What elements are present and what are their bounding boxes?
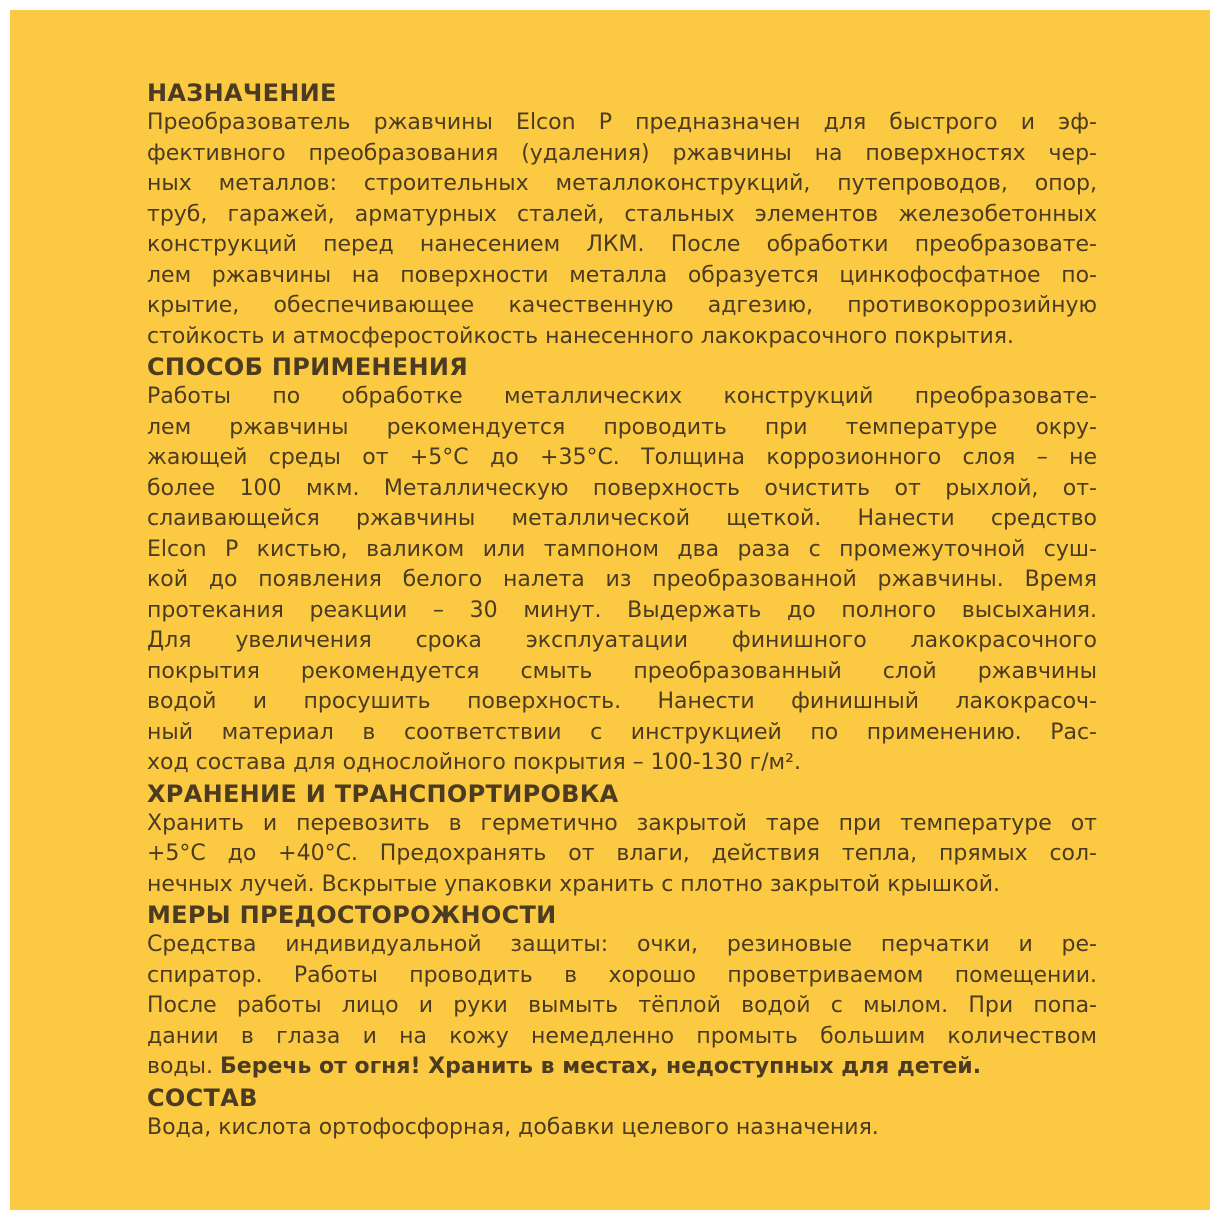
precautions-line: дании в глаза и на кожу немедленно промыть большим количеством bbox=[147, 1023, 1097, 1049]
application-line: Работы по обработке металлических конструкций преобразовате- bbox=[147, 384, 1097, 409]
application-line: жающей среды от +5°C до +35°C. Толщина коррозионного слоя – не bbox=[147, 445, 1097, 470]
precautions-line: После работы лицо и руки вымыть тёплой водой с мылом. При попа- bbox=[147, 993, 1097, 1018]
application-line: кой до появления белого налета из преобразованной ржавчины. Время bbox=[147, 567, 1097, 592]
application-line: ход состава для однослойного покрытия – 100-130 г/м². bbox=[147, 750, 801, 775]
application-line: протекания реакции – 30 минут. Выдержать до полного высыхания. bbox=[147, 597, 1097, 623]
application-line: ный материал в соответствии с инструкцией по применению. Рас- bbox=[147, 719, 1097, 745]
precautions-line bbox=[147, 1052, 1097, 1083]
purpose-line: лем ржавчины на поверхности металла образуется цинкофосфатное по- bbox=[147, 262, 1097, 288]
heading-purpose: НАЗНАЧЕНИЕ bbox=[147, 79, 337, 107]
purpose-line: ных металлов: строительных металлоконструкций, путепроводов, опор, bbox=[147, 171, 1097, 196]
composition-line: Вода, кислота ортофосфорная, добавки целевого назначения. bbox=[147, 1114, 879, 1140]
storage-line: нечных лучей. Вскрытые упаковки хранить с плотно закрытой крышкой. bbox=[147, 871, 1001, 897]
application-line: слаивающейся ржавчины металлической щеткой. Нанести средство bbox=[147, 506, 1097, 531]
application-line: Elcon P кистью, валиком или тампоном два раза с промежуточной суш- bbox=[147, 536, 1097, 562]
purpose-line: Преобразователь ржавчины Elcon P предназначен для быстрого и эф- bbox=[147, 110, 1097, 135]
application-line: водой и просушить поверхность. Нанести финишный лакокрасоч- bbox=[147, 689, 1097, 714]
application-line: лем ржавчины рекомендуется проводить при температуре окру- bbox=[147, 414, 1097, 440]
label-text-block bbox=[147, 78, 1097, 1143]
purpose-line: крытие, обеспечивающее качественную адгезию, противокоррозийную bbox=[147, 293, 1097, 318]
precautions-line: Средства индивидуальной защиты: очки, резиновые перчатки и ре- bbox=[147, 932, 1097, 957]
application-line: Для увеличения срока эксплуатации финишного лакокрасочного bbox=[147, 628, 1097, 653]
storage-line: +5°C до +40°C. Предохранять от влаги, действия тепла, прямых сол- bbox=[147, 841, 1097, 866]
storage-line: Хранить и перевозить в герметично закрытой таре при температуре от bbox=[147, 810, 1097, 836]
heading-application: СПОСОБ ПРИМЕНЕНИЯ bbox=[147, 353, 469, 381]
heading-composition: СОСТАВ bbox=[147, 1083, 258, 1112]
precautions-line: спиратор. Работы проводить в хорошо проветриваемом помещении. bbox=[147, 962, 1097, 988]
precautions-text: воды. bbox=[147, 1054, 220, 1079]
purpose-line: конструкций перед нанесением ЛКМ. После обработки преобразовате- bbox=[147, 232, 1097, 257]
application-line: покрытия рекомендуется смыть преобразованный слой ржавчины bbox=[147, 658, 1097, 684]
purpose-line: труб, гаражей, арматурных сталей, стальных элементов железобетонных bbox=[147, 201, 1097, 227]
application-line: более 100 мкм. Металлическую поверхность очистить от рыхлой, от- bbox=[147, 475, 1097, 501]
warning-text: Беречь от огня! Хранить в местах, недоступных для детей. bbox=[220, 1054, 982, 1079]
heading-precautions: МЕРЫ ПРЕДОСТОРОЖНОСТИ bbox=[147, 901, 557, 929]
heading-storage: ХРАНЕНИЕ И ТРАНСПОРТИРОВКА bbox=[147, 779, 619, 808]
label-panel bbox=[10, 10, 1210, 1210]
purpose-line: фективного преобразования (удаления) ржавчины на поверхностях чер- bbox=[147, 140, 1097, 166]
purpose-line: стойкость и атмосферостойкость нанесенного лакокрасочного покрытия. bbox=[147, 323, 1014, 349]
